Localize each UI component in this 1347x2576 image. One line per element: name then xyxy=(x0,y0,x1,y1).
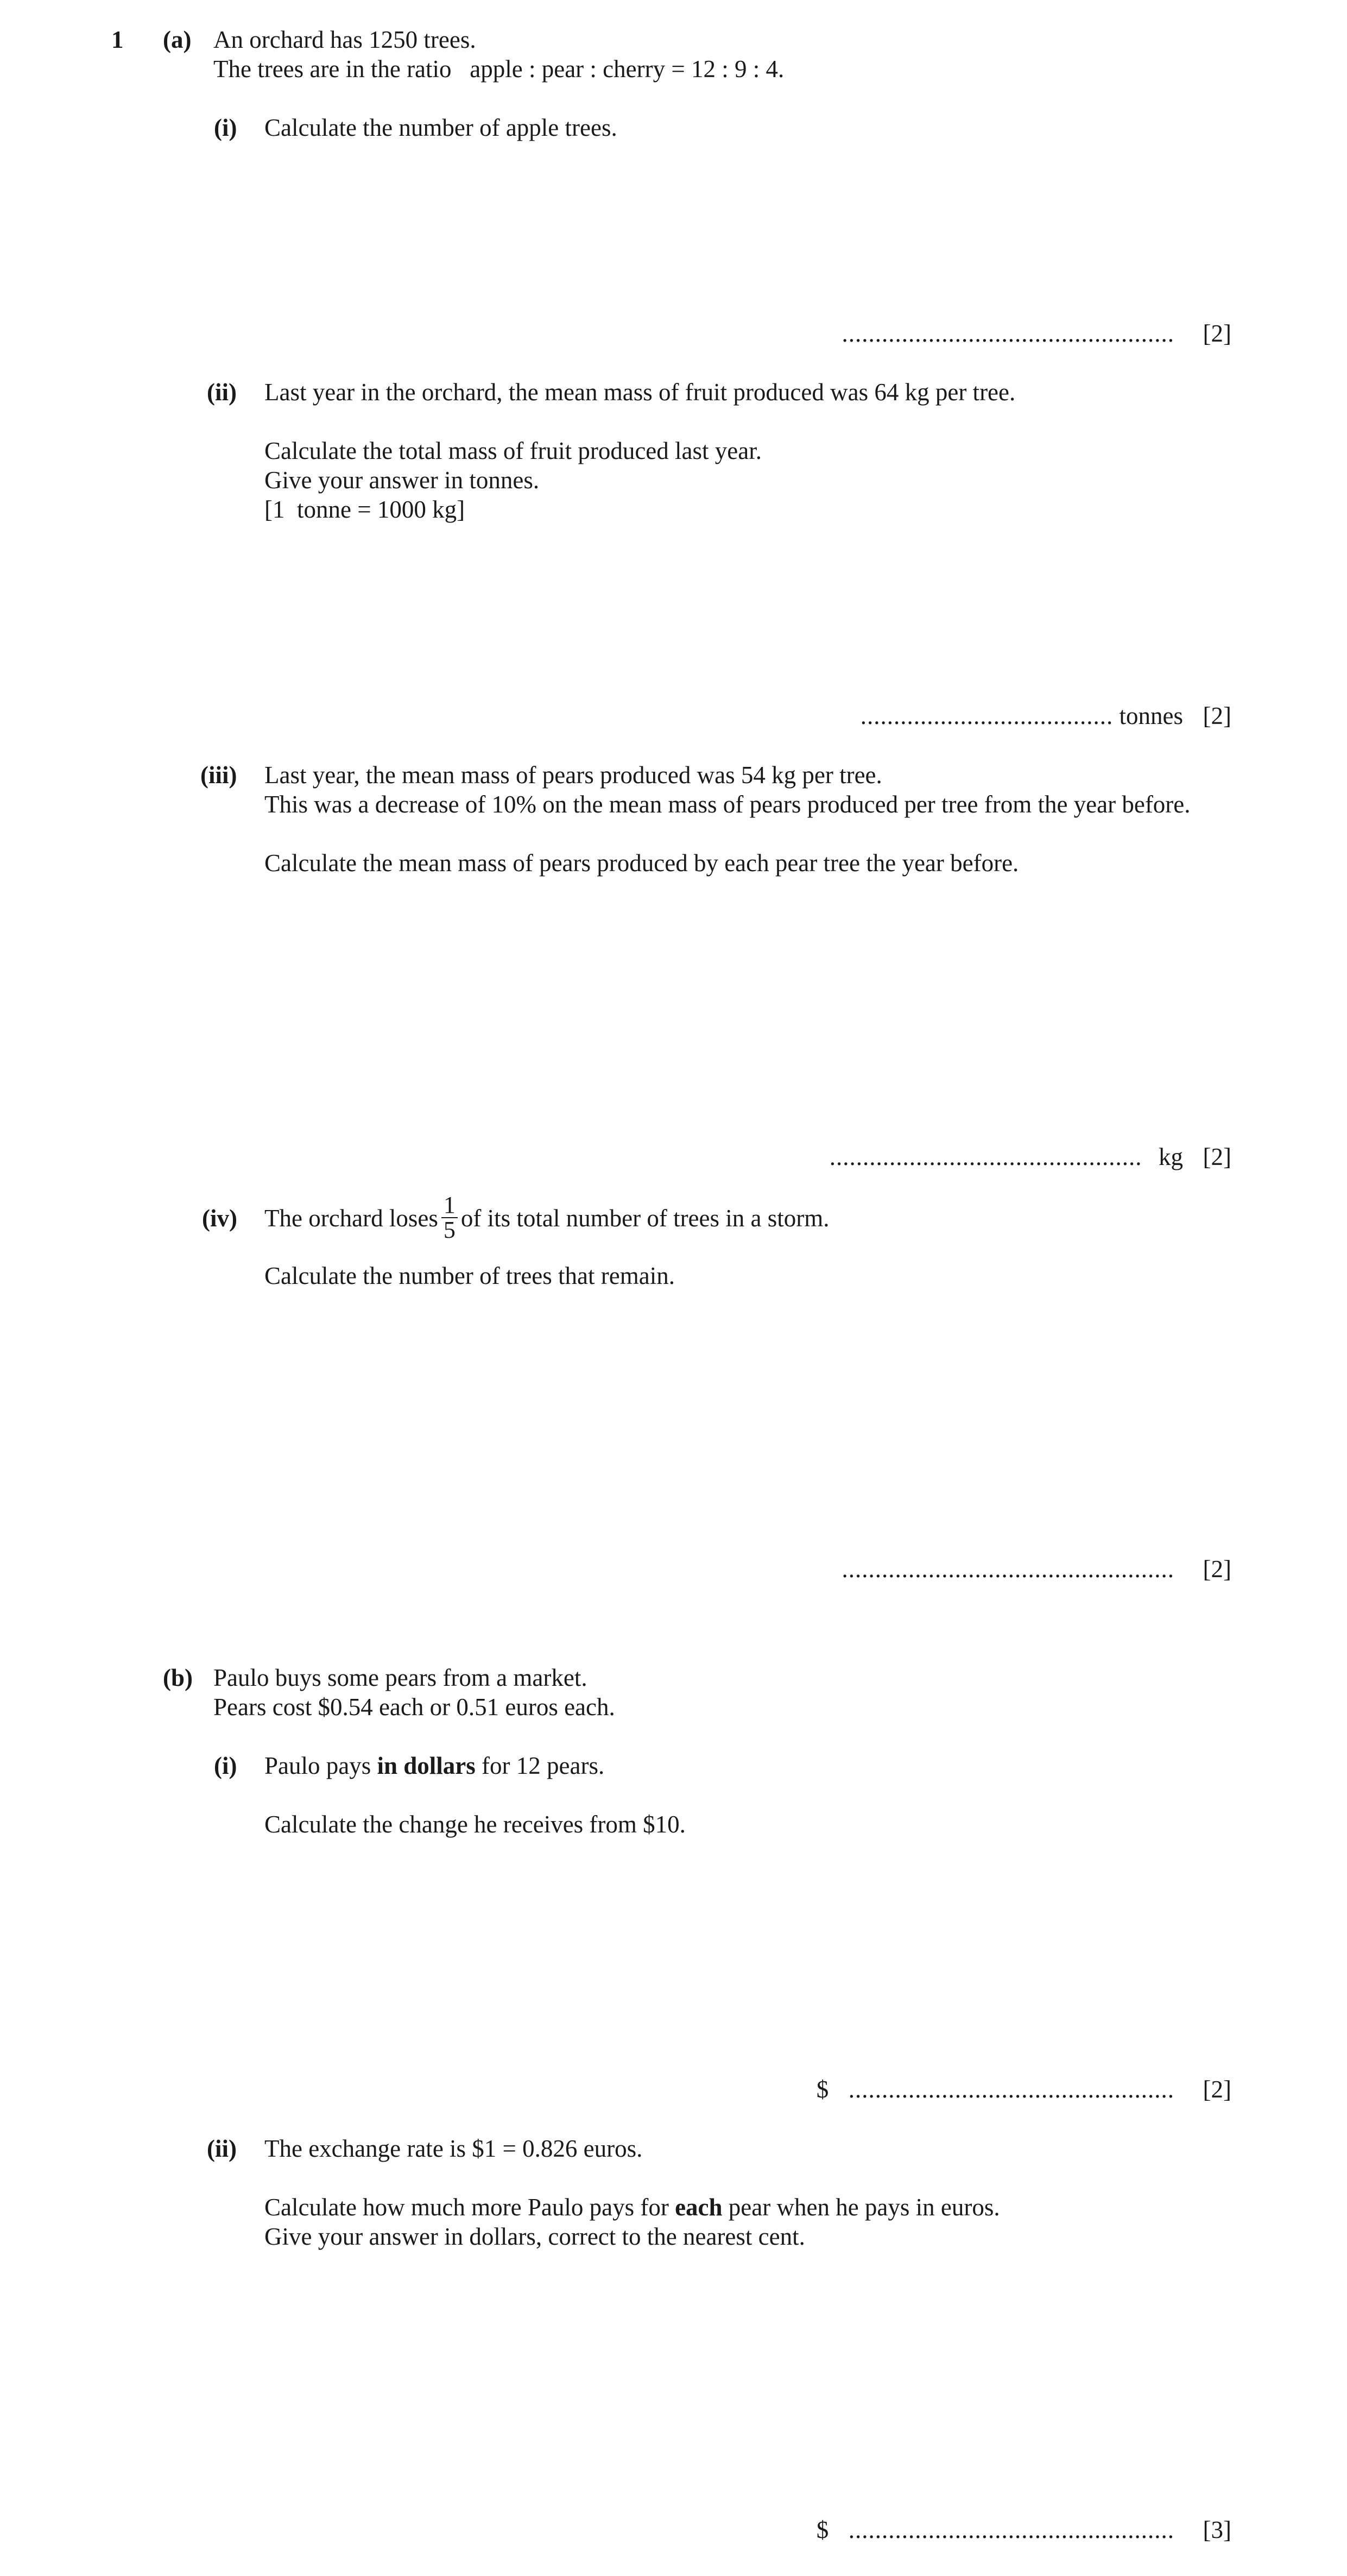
bold-emphasis: in dollars xyxy=(377,1752,476,1779)
subpart-a-i-text: Calculate the number of apple trees. xyxy=(264,114,617,141)
bold-emphasis: each xyxy=(675,2194,723,2221)
subpart-b-ii-label: (ii) xyxy=(207,2135,237,2162)
marks: [2] xyxy=(1203,1555,1231,1583)
part-b-intro-line2: Pears cost $0.54 each or 0.51 euros each. xyxy=(213,1693,615,1721)
answer-dots: ............................................... xyxy=(829,1143,1142,1170)
marks: [3] xyxy=(1203,2516,1231,2543)
subpart-a-iii-line3: Calculate the mean mass of pears produced by each pear tree the year before. xyxy=(264,849,1019,877)
subpart-b-i-line1 xyxy=(264,1751,604,1780)
answer-dots: .................................................. xyxy=(842,1555,1175,1583)
answer-line-a-i[interactable] xyxy=(842,319,1231,348)
unit: tonnes xyxy=(1119,702,1184,729)
text-after-bold: pear when he pays in euros. xyxy=(722,2194,1000,2221)
part-b-label: (b) xyxy=(163,1664,193,1691)
subpart-b-i-line2: Calculate the change he receives from $10. xyxy=(264,1811,686,1838)
marks: [2] xyxy=(1203,1143,1231,1170)
part-a-intro-line1: An orchard has 1250 trees. xyxy=(213,26,476,53)
subpart-a-ii-line1: Last year in the orchard, the mean mass of fruit produced was 64 kg per tree. xyxy=(264,379,1016,406)
fraction-one-fifth xyxy=(441,1193,458,1242)
subpart-a-ii-line4: [1 tonne = 1000 kg] xyxy=(264,496,465,523)
answer-line-b-i[interactable] xyxy=(817,2075,1231,2104)
answer-dots: ...................................... xyxy=(860,702,1114,729)
answer-dots: .................................................. xyxy=(842,320,1175,347)
marks: [2] xyxy=(1203,320,1231,347)
text-before-bold: Calculate how much more Paulo pays for xyxy=(264,2194,675,2221)
subpart-a-ii-line3: Give your answer in tonnes. xyxy=(264,467,540,494)
subpart-b-i-label: (i) xyxy=(214,1752,237,1779)
answer-line-a-ii[interactable] xyxy=(861,701,1231,730)
part-b-intro-line1: Paulo buys some pears from a market. xyxy=(213,1664,587,1691)
subpart-a-ii-label: (ii) xyxy=(207,379,237,406)
subpart-a-iv-label: (iv) xyxy=(202,1205,237,1232)
currency-symbol: $ xyxy=(816,2516,829,2543)
part-a-intro-line2: The trees are in the ratio apple : pear : cherry = 12 : 9 : 4. xyxy=(213,55,785,83)
text-after-fraction: of its total number of trees in a storm. xyxy=(460,1205,830,1232)
marks: [2] xyxy=(1203,2076,1231,2103)
subpart-a-iii-line1: Last year, the mean mass of pears produced was 54 kg per tree. xyxy=(264,761,882,789)
subpart-b-ii-line3: Give your answer in dollars, correct to the nearest cent. xyxy=(264,2223,805,2250)
marks: [2] xyxy=(1203,702,1231,729)
answer-line-b-ii[interactable] xyxy=(817,2515,1231,2544)
answer-line-a-iii[interactable] xyxy=(830,1142,1231,1172)
text-before-bold: Paulo pays xyxy=(264,1752,377,1779)
subpart-a-ii-line2: Calculate the total mass of fruit produced last year. xyxy=(264,437,762,464)
text-after-bold: for 12 pears. xyxy=(475,1752,605,1779)
answer-line-a-iv[interactable] xyxy=(842,1554,1231,1584)
answer-dots: ................................................. xyxy=(848,2076,1175,2103)
subpart-b-ii-line2 xyxy=(264,2193,1000,2222)
text-before-fraction: The orchard loses xyxy=(264,1205,438,1232)
fraction-denominator: 5 xyxy=(443,1216,456,1243)
subpart-a-iv-line1 xyxy=(264,1191,830,1246)
fraction-numerator: 1 xyxy=(441,1193,458,1218)
subpart-a-i-label: (i) xyxy=(214,114,237,141)
part-a-label: (a) xyxy=(163,26,192,53)
subpart-b-ii-line1: The exchange rate is $1 = 0.826 euros. xyxy=(264,2135,643,2162)
subpart-a-iii-label: (iii) xyxy=(200,761,237,789)
subpart-a-iv-line2: Calculate the number of trees that remain. xyxy=(264,1262,675,1289)
currency-symbol: $ xyxy=(816,2076,829,2103)
subpart-a-iii-line2: This was a decrease of 10% on the mean mass of pears produced per tree from the year before. xyxy=(264,791,1191,818)
unit: kg xyxy=(1159,1143,1184,1170)
answer-dots: ................................................. xyxy=(848,2516,1175,2543)
question-number: 1 xyxy=(111,26,124,53)
